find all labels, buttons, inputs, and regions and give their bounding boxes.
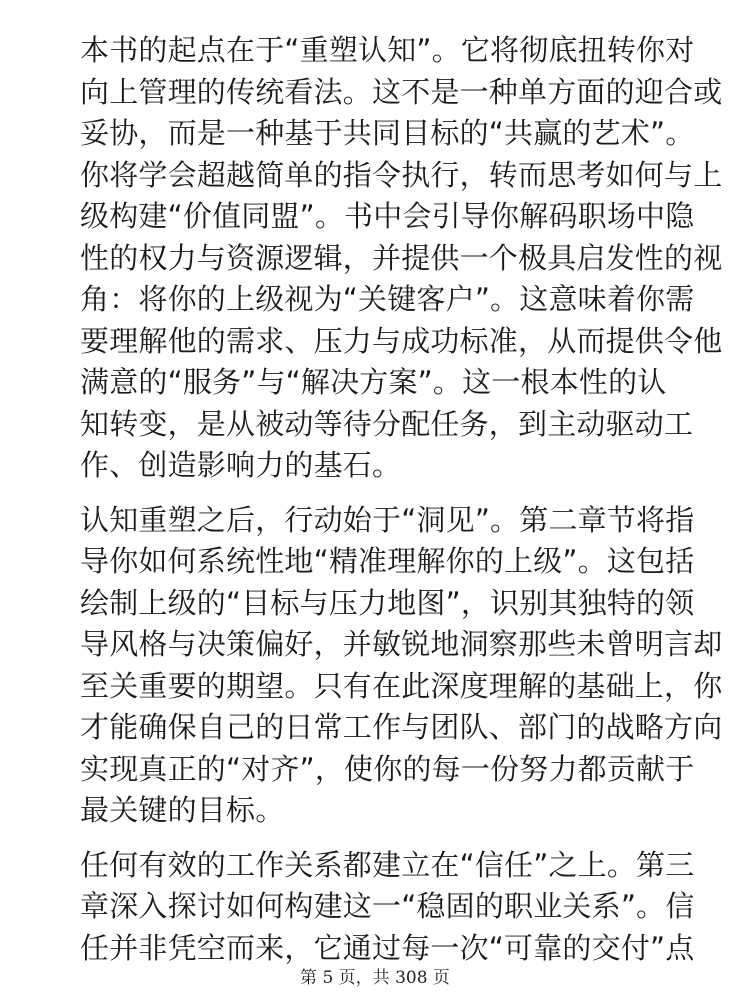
text-line: 级构建“价值同盟”。书中会引导你解码职场中隐 (80, 199, 695, 233)
text-line: 导你如何系统性地“精准理解你的上级”。这包括 (80, 544, 695, 578)
paragraph-2 (80, 500, 723, 832)
text-line: 实现真正的“对齐”，使你的每一份努力都贡献于 (80, 751, 695, 786)
text-line: 导风格与决策偏好，并敏锐地洞察那些未曾明言却 (80, 627, 723, 661)
paragraph-3 (80, 845, 695, 970)
paragraph-1 (80, 30, 723, 487)
text-line: 你将学会超越简单的指令执行，转而思考如何与上 (80, 157, 723, 192)
text-line: 绘制上级的“目标与压力地图”，识别其独特的领 (80, 585, 695, 620)
text-line: 任何有效的工作关系都建立在“信任”之上。第三 (80, 847, 695, 882)
text-line: 认知重塑之后，行动始于“洞见”。第二章节将指 (80, 502, 695, 537)
text-line: 任并非凭空而来，它通过每一次“可靠的交付”点 (80, 930, 695, 965)
text-line: 要理解他的需求、压力与成功标准，从而提供令他 (80, 323, 723, 358)
page-number-footer: 第 5 页，共 308 页 (300, 968, 450, 988)
text-line: 知转变，是从被动等待分配任务，到主动驱动工 (80, 406, 694, 441)
text-line: 章深入探讨如何构建这一“稳固的职业关系”。信 (80, 889, 695, 923)
text-line: 向上管理的传统看法。这不是一种单方面的迎合或 (80, 74, 723, 109)
text-line: 作、创造影响力的基石。 (80, 448, 402, 482)
page-body (80, 30, 723, 982)
text-line: 满意的“服务”与“解决方案”。这一根本性的认 (80, 365, 667, 399)
text-line: 性的权力与资源逻辑，并提供一个极具启发性的视 (80, 240, 723, 275)
text-line: 角：将你的上级视为“关键客户”。这意味着你需 (80, 282, 695, 316)
text-line: 才能确保自己的日常工作与团队、部门的战略方向 (80, 710, 723, 744)
text-line: 本书的起点在于“重塑认知”。它将彻底扭转你对 (80, 33, 695, 67)
text-line: 妥协，而是一种基于共同目标的“共赢的艺术”。 (80, 116, 695, 150)
text-line: 至关重要的期望。只有在此深度理解的基础上，你 (80, 668, 723, 703)
text-line: 最关键的目标。 (80, 793, 285, 827)
